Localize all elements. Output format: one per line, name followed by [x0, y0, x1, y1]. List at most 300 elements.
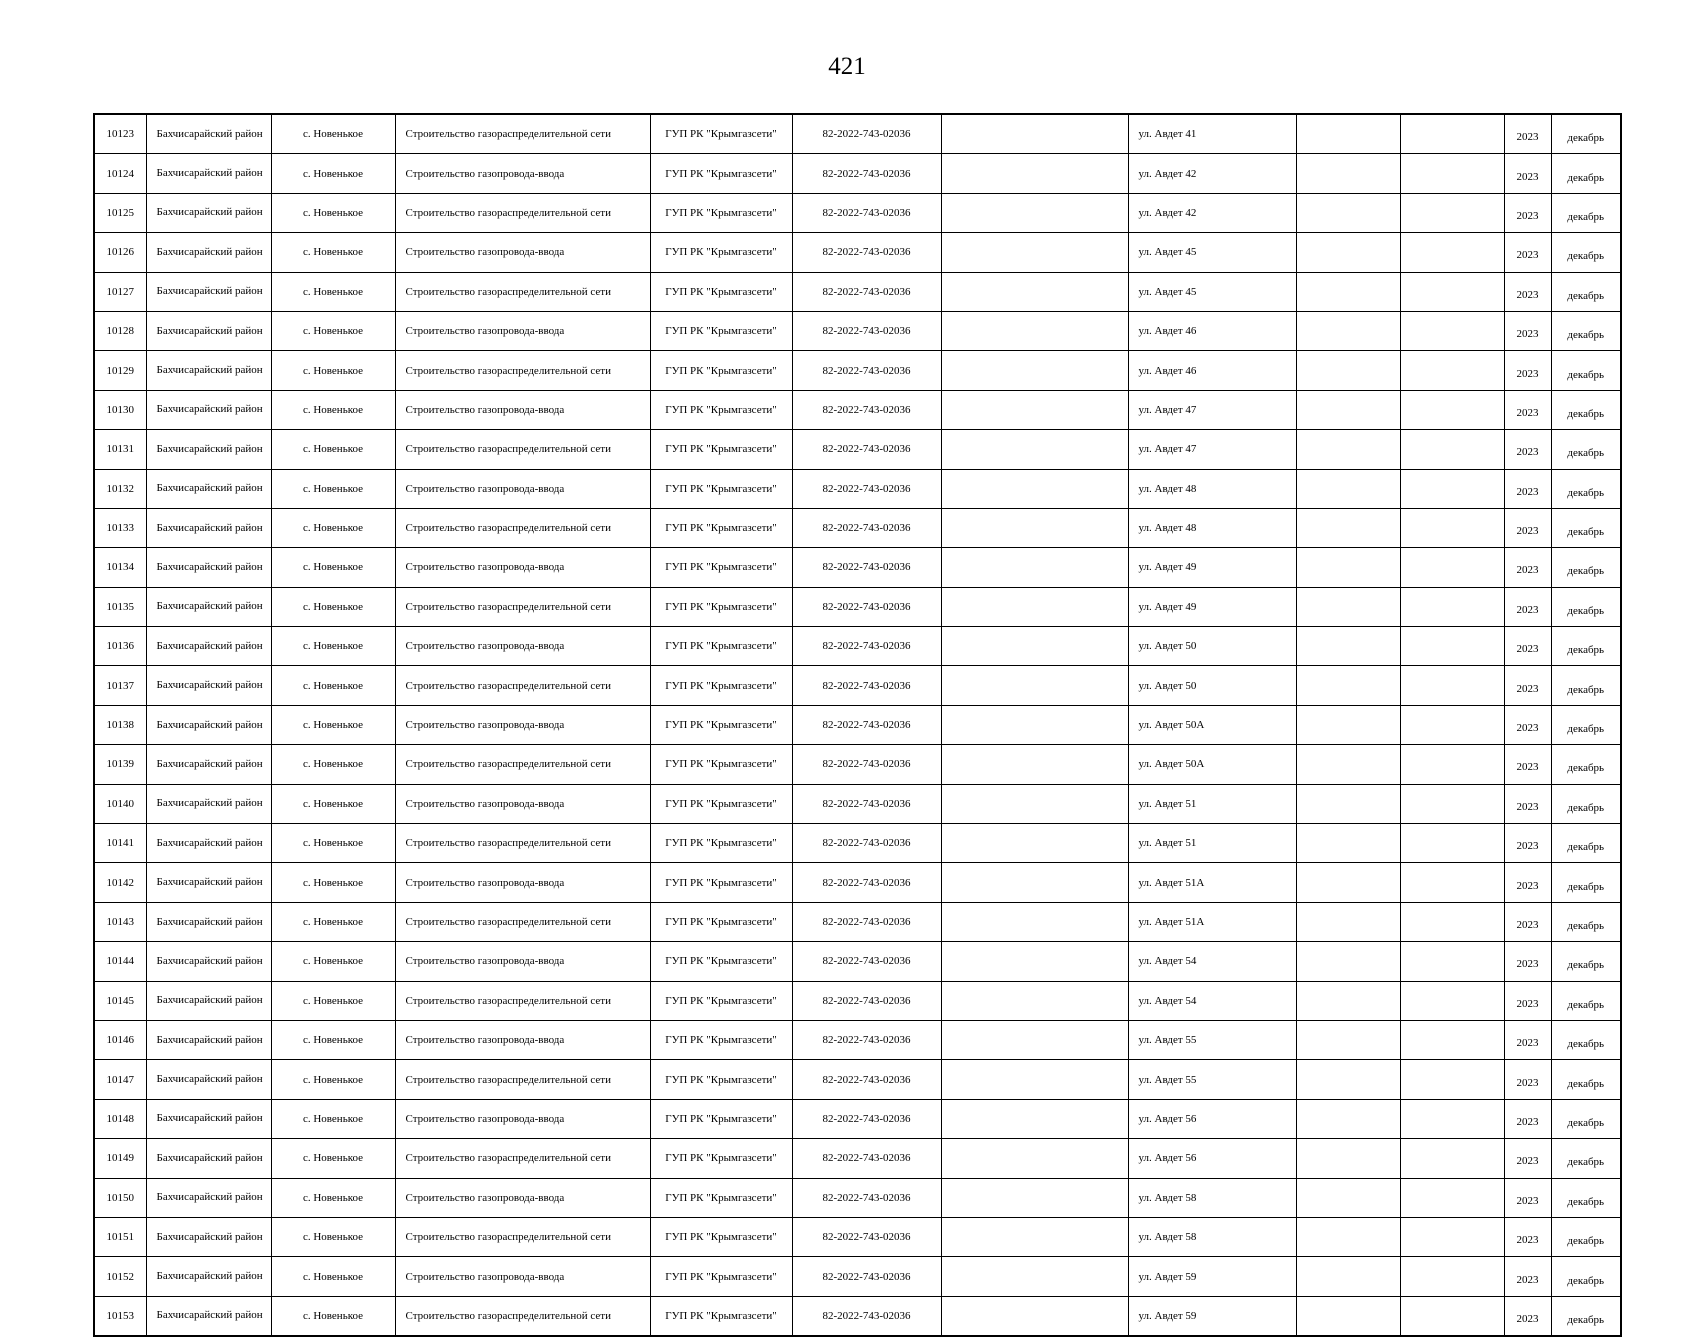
project-code-cell: 82-2022-743-02036 [792, 272, 941, 311]
district-cell: Бахчисарайский район [146, 587, 271, 626]
row-number: 10138 [94, 705, 146, 744]
empty-cell [1400, 1257, 1504, 1296]
row-number: 10125 [94, 193, 146, 232]
village-cell: с. Новенькое [271, 942, 395, 981]
table-row [94, 272, 1621, 311]
empty-cell [1400, 469, 1504, 508]
year-cell: 2023 [1504, 272, 1551, 311]
empty-cell [941, 1217, 1128, 1256]
organization-cell: ГУП РК "Крымгазсети" [650, 114, 792, 154]
village-cell: с. Новенькое [271, 390, 395, 429]
village-cell: с. Новенькое [271, 1217, 395, 1256]
empty-cell [1296, 666, 1400, 705]
project-code-cell: 82-2022-743-02036 [792, 1060, 941, 1099]
row-number: 10131 [94, 430, 146, 469]
empty-cell [1296, 942, 1400, 981]
organization-cell: ГУП РК "Крымгазсети" [650, 311, 792, 350]
year-cell: 2023 [1504, 863, 1551, 902]
empty-cell [1296, 1178, 1400, 1217]
project-code-cell: 82-2022-743-02036 [792, 1257, 941, 1296]
address-cell: ул. Авдет 48 [1128, 508, 1296, 547]
district-cell: Бахчисарайский район [146, 1296, 271, 1336]
table-row [94, 311, 1621, 350]
empty-cell [941, 351, 1128, 390]
address-cell: ул. Авдет 50А [1128, 705, 1296, 744]
project-code-cell: 82-2022-743-02036 [792, 902, 941, 941]
district-cell: Бахчисарайский район [146, 351, 271, 390]
empty-cell [941, 233, 1128, 272]
month-cell: декабрь [1551, 1139, 1621, 1178]
organization-cell: ГУП РК "Крымгазсети" [650, 390, 792, 429]
row-number: 10134 [94, 548, 146, 587]
table-row [94, 666, 1621, 705]
month-cell: декабрь [1551, 272, 1621, 311]
empty-cell [941, 1139, 1128, 1178]
row-number: 10144 [94, 942, 146, 981]
year-cell: 2023 [1504, 311, 1551, 350]
empty-cell [941, 627, 1128, 666]
year-cell: 2023 [1504, 1296, 1551, 1336]
organization-cell: ГУП РК "Крымгазсети" [650, 1060, 792, 1099]
village-cell: с. Новенькое [271, 1139, 395, 1178]
empty-cell [1400, 548, 1504, 587]
empty-cell [1400, 627, 1504, 666]
work-type-cell: Строительство газораспределительной сети [395, 193, 650, 232]
empty-cell [1296, 1257, 1400, 1296]
village-cell: с. Новенькое [271, 1257, 395, 1296]
project-code-cell: 82-2022-743-02036 [792, 548, 941, 587]
empty-cell [1400, 745, 1504, 784]
district-cell: Бахчисарайский район [146, 311, 271, 350]
village-cell: с. Новенькое [271, 272, 395, 311]
empty-cell [1296, 1020, 1400, 1059]
table-row [94, 1099, 1621, 1138]
address-cell: ул. Авдет 50 [1128, 666, 1296, 705]
organization-cell: ГУП РК "Крымгазсети" [650, 705, 792, 744]
empty-cell [1400, 311, 1504, 350]
empty-cell [941, 1257, 1128, 1296]
month-cell: декабрь [1551, 745, 1621, 784]
year-cell: 2023 [1504, 627, 1551, 666]
empty-cell [1400, 1217, 1504, 1256]
row-number: 10135 [94, 587, 146, 626]
row-number: 10148 [94, 1099, 146, 1138]
empty-cell [1400, 1060, 1504, 1099]
work-type-cell: Строительство газопровода-ввода [395, 548, 650, 587]
page-number: 421 [828, 53, 866, 80]
month-cell: декабрь [1551, 508, 1621, 547]
empty-cell [941, 824, 1128, 863]
month-cell: декабрь [1551, 863, 1621, 902]
empty-cell [1400, 784, 1504, 823]
work-type-cell: Строительство газопровода-ввода [395, 311, 650, 350]
empty-cell [1400, 705, 1504, 744]
year-cell: 2023 [1504, 1060, 1551, 1099]
month-cell: декабрь [1551, 1060, 1621, 1099]
month-cell: декабрь [1551, 705, 1621, 744]
address-cell: ул. Авдет 42 [1128, 193, 1296, 232]
empty-cell [941, 430, 1128, 469]
district-cell: Бахчисарайский район [146, 1257, 271, 1296]
year-cell: 2023 [1504, 981, 1551, 1020]
empty-cell [1400, 351, 1504, 390]
row-number: 10150 [94, 1178, 146, 1217]
table-row [94, 587, 1621, 626]
project-code-cell: 82-2022-743-02036 [792, 824, 941, 863]
empty-cell [1296, 430, 1400, 469]
village-cell: с. Новенькое [271, 1099, 395, 1138]
empty-cell [1400, 508, 1504, 547]
empty-cell [1400, 1296, 1504, 1336]
empty-cell [941, 666, 1128, 705]
district-cell: Бахчисарайский район [146, 1178, 271, 1217]
village-cell: с. Новенькое [271, 1296, 395, 1336]
empty-cell [1400, 981, 1504, 1020]
year-cell: 2023 [1504, 1099, 1551, 1138]
year-cell: 2023 [1504, 705, 1551, 744]
district-cell: Бахчисарайский район [146, 548, 271, 587]
project-code-cell: 82-2022-743-02036 [792, 1296, 941, 1336]
row-number: 10129 [94, 351, 146, 390]
address-cell: ул. Авдет 47 [1128, 430, 1296, 469]
work-type-cell: Строительство газораспределительной сети [395, 587, 650, 626]
address-cell: ул. Авдет 58 [1128, 1178, 1296, 1217]
work-type-cell: Строительство газопровода-ввода [395, 1178, 650, 1217]
project-code-cell: 82-2022-743-02036 [792, 981, 941, 1020]
table-row [94, 430, 1621, 469]
village-cell: с. Новенькое [271, 745, 395, 784]
village-cell: с. Новенькое [271, 981, 395, 1020]
month-cell: декабрь [1551, 942, 1621, 981]
project-code-cell: 82-2022-743-02036 [792, 942, 941, 981]
district-cell: Бахчисарайский район [146, 1099, 271, 1138]
village-cell: с. Новенькое [271, 508, 395, 547]
month-cell: декабрь [1551, 351, 1621, 390]
empty-cell [1400, 193, 1504, 232]
month-cell: декабрь [1551, 430, 1621, 469]
empty-cell [1296, 390, 1400, 429]
empty-cell [1400, 666, 1504, 705]
year-cell: 2023 [1504, 351, 1551, 390]
table-row [94, 627, 1621, 666]
table-row [94, 390, 1621, 429]
empty-cell [941, 469, 1128, 508]
address-cell: ул. Авдет 55 [1128, 1020, 1296, 1059]
row-number: 10149 [94, 1139, 146, 1178]
district-cell: Бахчисарайский район [146, 233, 271, 272]
organization-cell: ГУП РК "Крымгазсети" [650, 1257, 792, 1296]
district-cell: Бахчисарайский район [146, 627, 271, 666]
project-code-cell: 82-2022-743-02036 [792, 114, 941, 154]
work-type-cell: Строительство газораспределительной сети [395, 1296, 650, 1336]
month-cell: декабрь [1551, 233, 1621, 272]
empty-cell [1400, 1139, 1504, 1178]
village-cell: с. Новенькое [271, 233, 395, 272]
empty-cell [1400, 1099, 1504, 1138]
work-type-cell: Строительство газопровода-ввода [395, 390, 650, 429]
year-cell: 2023 [1504, 193, 1551, 232]
empty-cell [1400, 390, 1504, 429]
row-number: 10153 [94, 1296, 146, 1336]
organization-cell: ГУП РК "Крымгазсети" [650, 233, 792, 272]
empty-cell [1296, 627, 1400, 666]
table-row [94, 784, 1621, 823]
empty-cell [1400, 272, 1504, 311]
work-type-cell: Строительство газопровода-ввода [395, 1099, 650, 1138]
month-cell: декабрь [1551, 587, 1621, 626]
work-type-cell: Строительство газопровода-ввода [395, 705, 650, 744]
organization-cell: ГУП РК "Крымгазсети" [650, 1139, 792, 1178]
row-number: 10139 [94, 745, 146, 784]
month-cell: декабрь [1551, 627, 1621, 666]
empty-cell [1296, 114, 1400, 154]
village-cell: с. Новенькое [271, 1060, 395, 1099]
address-cell: ул. Авдет 51А [1128, 863, 1296, 902]
district-cell: Бахчисарайский район [146, 508, 271, 547]
row-number: 10132 [94, 469, 146, 508]
empty-cell [1400, 430, 1504, 469]
empty-cell [1400, 863, 1504, 902]
organization-cell: ГУП РК "Крымгазсети" [650, 863, 792, 902]
year-cell: 2023 [1504, 745, 1551, 784]
address-cell: ул. Авдет 46 [1128, 351, 1296, 390]
district-cell: Бахчисарайский район [146, 430, 271, 469]
district-cell: Бахчисарайский район [146, 981, 271, 1020]
year-cell: 2023 [1504, 1178, 1551, 1217]
district-cell: Бахчисарайский район [146, 1020, 271, 1059]
row-number: 10146 [94, 1020, 146, 1059]
year-cell: 2023 [1504, 902, 1551, 941]
month-cell: декабрь [1551, 784, 1621, 823]
row-number: 10123 [94, 114, 146, 154]
empty-cell [1296, 154, 1400, 193]
organization-cell: ГУП РК "Крымгазсети" [650, 1020, 792, 1059]
month-cell: декабрь [1551, 154, 1621, 193]
work-type-cell: Строительство газораспределительной сети [395, 114, 650, 154]
address-cell: ул. Авдет 49 [1128, 587, 1296, 626]
organization-cell: ГУП РК "Крымгазсети" [650, 902, 792, 941]
table-row [94, 705, 1621, 744]
year-cell: 2023 [1504, 548, 1551, 587]
year-cell: 2023 [1504, 1020, 1551, 1059]
work-type-cell: Строительство газопровода-ввода [395, 942, 650, 981]
village-cell: с. Новенькое [271, 351, 395, 390]
work-type-cell: Строительство газораспределительной сети [395, 1060, 650, 1099]
month-cell: декабрь [1551, 1020, 1621, 1059]
row-number: 10130 [94, 390, 146, 429]
empty-cell [941, 1099, 1128, 1138]
month-cell: декабрь [1551, 1178, 1621, 1217]
district-cell: Бахчисарайский район [146, 942, 271, 981]
empty-cell [1296, 705, 1400, 744]
table-row [94, 1020, 1621, 1059]
village-cell: с. Новенькое [271, 154, 395, 193]
work-type-cell: Строительство газораспределительной сети [395, 902, 650, 941]
organization-cell: ГУП РК "Крымгазсети" [650, 1099, 792, 1138]
work-type-cell: Строительство газопровода-ввода [395, 784, 650, 823]
project-code-cell: 82-2022-743-02036 [792, 311, 941, 350]
month-cell: декабрь [1551, 390, 1621, 429]
work-type-cell: Строительство газопровода-ввода [395, 154, 650, 193]
project-code-cell: 82-2022-743-02036 [792, 351, 941, 390]
address-cell: ул. Авдет 45 [1128, 272, 1296, 311]
table-row [94, 1139, 1621, 1178]
month-cell: декабрь [1551, 114, 1621, 154]
work-type-cell: Строительство газораспределительной сети [395, 1217, 650, 1256]
table-row [94, 154, 1621, 193]
address-cell: ул. Авдет 45 [1128, 233, 1296, 272]
village-cell: с. Новенькое [271, 311, 395, 350]
row-number: 10127 [94, 272, 146, 311]
table-row [94, 548, 1621, 587]
project-code-cell: 82-2022-743-02036 [792, 1139, 941, 1178]
year-cell: 2023 [1504, 114, 1551, 154]
table-body [94, 114, 1621, 1336]
village-cell: с. Новенькое [271, 430, 395, 469]
table-row [94, 902, 1621, 941]
village-cell: с. Новенькое [271, 1178, 395, 1217]
work-type-cell: Строительство газораспределительной сети [395, 666, 650, 705]
table-row [94, 1296, 1621, 1336]
row-number: 10145 [94, 981, 146, 1020]
empty-cell [1296, 272, 1400, 311]
project-code-cell: 82-2022-743-02036 [792, 587, 941, 626]
year-cell: 2023 [1504, 508, 1551, 547]
district-cell: Бахчисарайский район [146, 390, 271, 429]
row-number: 10136 [94, 627, 146, 666]
project-code-cell: 82-2022-743-02036 [792, 1217, 941, 1256]
month-cell: декабрь [1551, 1296, 1621, 1336]
table-row [94, 981, 1621, 1020]
empty-cell [1400, 1178, 1504, 1217]
organization-cell: ГУП РК "Крымгазсети" [650, 1178, 792, 1217]
empty-cell [941, 705, 1128, 744]
empty-cell [1296, 311, 1400, 350]
table-row [94, 824, 1621, 863]
month-cell: декабрь [1551, 1257, 1621, 1296]
address-cell: ул. Авдет 42 [1128, 154, 1296, 193]
empty-cell [1400, 233, 1504, 272]
district-cell: Бахчисарайский район [146, 863, 271, 902]
year-cell: 2023 [1504, 430, 1551, 469]
table-row [94, 1257, 1621, 1296]
empty-cell [941, 902, 1128, 941]
empty-cell [1296, 587, 1400, 626]
year-cell: 2023 [1504, 469, 1551, 508]
organization-cell: ГУП РК "Крымгазсети" [650, 548, 792, 587]
row-number: 10128 [94, 311, 146, 350]
project-code-cell: 82-2022-743-02036 [792, 508, 941, 547]
year-cell: 2023 [1504, 824, 1551, 863]
register-table [93, 113, 1622, 1337]
work-type-cell: Строительство газопровода-ввода [395, 863, 650, 902]
organization-cell: ГУП РК "Крымгазсети" [650, 981, 792, 1020]
month-cell: декабрь [1551, 1217, 1621, 1256]
empty-cell [941, 154, 1128, 193]
empty-cell [1296, 508, 1400, 547]
table-row [94, 233, 1621, 272]
empty-cell [941, 1020, 1128, 1059]
month-cell: декабрь [1551, 824, 1621, 863]
address-cell: ул. Авдет 55 [1128, 1060, 1296, 1099]
empty-cell [941, 942, 1128, 981]
project-code-cell: 82-2022-743-02036 [792, 1099, 941, 1138]
village-cell: с. Новенькое [271, 666, 395, 705]
project-code-cell: 82-2022-743-02036 [792, 390, 941, 429]
project-code-cell: 82-2022-743-02036 [792, 233, 941, 272]
month-cell: декабрь [1551, 981, 1621, 1020]
month-cell: декабрь [1551, 1099, 1621, 1138]
empty-cell [1400, 1020, 1504, 1059]
district-cell: Бахчисарайский район [146, 154, 271, 193]
empty-cell [1296, 981, 1400, 1020]
village-cell: с. Новенькое [271, 1020, 395, 1059]
project-code-cell: 82-2022-743-02036 [792, 154, 941, 193]
row-number: 10140 [94, 784, 146, 823]
village-cell: с. Новенькое [271, 587, 395, 626]
project-code-cell: 82-2022-743-02036 [792, 193, 941, 232]
empty-cell [941, 784, 1128, 823]
empty-cell [1296, 351, 1400, 390]
organization-cell: ГУП РК "Крымгазсети" [650, 627, 792, 666]
address-cell: ул. Авдет 50А [1128, 745, 1296, 784]
work-type-cell: Строительство газораспределительной сети [395, 1139, 650, 1178]
row-number: 10137 [94, 666, 146, 705]
empty-cell [1400, 942, 1504, 981]
table-row [94, 193, 1621, 232]
project-code-cell: 82-2022-743-02036 [792, 627, 941, 666]
district-cell: Бахчисарайский район [146, 745, 271, 784]
village-cell: с. Новенькое [271, 824, 395, 863]
empty-cell [941, 1060, 1128, 1099]
organization-cell: ГУП РК "Крымгазсети" [650, 351, 792, 390]
organization-cell: ГУП РК "Крымгазсети" [650, 1296, 792, 1336]
district-cell: Бахчисарайский район [146, 1060, 271, 1099]
district-cell: Бахчисарайский район [146, 1139, 271, 1178]
row-number: 10143 [94, 902, 146, 941]
empty-cell [1296, 469, 1400, 508]
row-number: 10152 [94, 1257, 146, 1296]
empty-cell [1296, 824, 1400, 863]
address-cell: ул. Авдет 54 [1128, 942, 1296, 981]
organization-cell: ГУП РК "Крымгазсети" [650, 469, 792, 508]
empty-cell [941, 1178, 1128, 1217]
village-cell: с. Новенькое [271, 114, 395, 154]
year-cell: 2023 [1504, 942, 1551, 981]
empty-cell [1296, 1099, 1400, 1138]
address-cell: ул. Авдет 56 [1128, 1139, 1296, 1178]
work-type-cell: Строительство газораспределительной сети [395, 824, 650, 863]
table-row [94, 1178, 1621, 1217]
work-type-cell: Строительство газопровода-ввода [395, 627, 650, 666]
organization-cell: ГУП РК "Крымгазсети" [650, 942, 792, 981]
empty-cell [1296, 745, 1400, 784]
empty-cell [941, 863, 1128, 902]
organization-cell: ГУП РК "Крымгазсети" [650, 784, 792, 823]
table-row [94, 745, 1621, 784]
table-row [94, 942, 1621, 981]
village-cell: с. Новенькое [271, 193, 395, 232]
project-code-cell: 82-2022-743-02036 [792, 745, 941, 784]
village-cell: с. Новенькое [271, 469, 395, 508]
project-code-cell: 82-2022-743-02036 [792, 1020, 941, 1059]
district-cell: Бахчисарайский район [146, 1217, 271, 1256]
address-cell: ул. Авдет 58 [1128, 1217, 1296, 1256]
district-cell: Бахчисарайский район [146, 824, 271, 863]
district-cell: Бахчисарайский район [146, 469, 271, 508]
empty-cell [1296, 193, 1400, 232]
year-cell: 2023 [1504, 1217, 1551, 1256]
